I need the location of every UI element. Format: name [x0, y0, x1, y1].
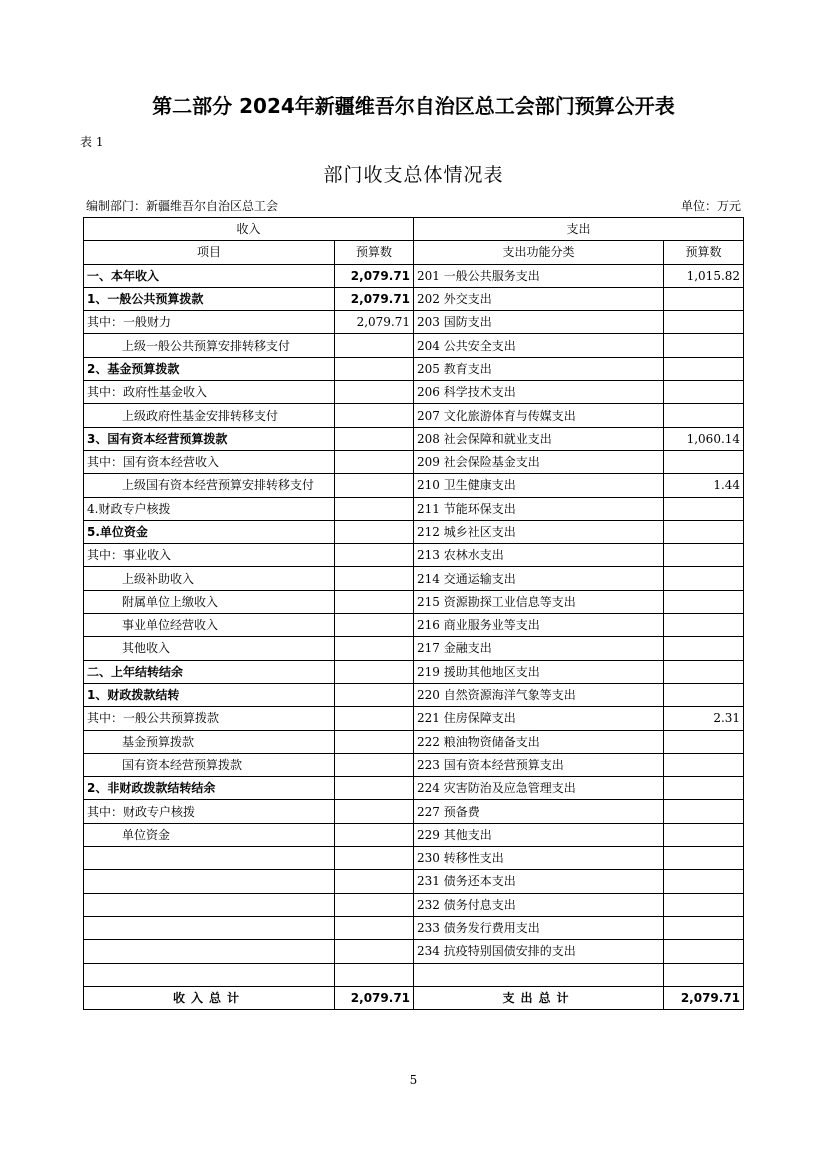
expense-function-cell: 202 外交支出 — [414, 287, 664, 310]
expense-amount-cell — [664, 357, 744, 380]
income-item-cell — [84, 893, 335, 916]
income-item-cell: 3、国有资本经营预算拨款 — [84, 427, 335, 450]
expense-function-cell: 220 自然资源海洋气象等支出 — [414, 683, 664, 706]
income-amount-cell — [335, 870, 414, 893]
expense-amount-cell — [664, 753, 744, 776]
expense-amount-cell: 1,015.82 — [664, 264, 744, 287]
table-row — [84, 474, 744, 497]
table-row — [84, 427, 744, 450]
table-row — [84, 614, 744, 637]
income-amount-cell — [335, 683, 414, 706]
function-column-header: 支出功能分类 — [414, 241, 664, 264]
expense-function-cell: 213 农林水支出 — [414, 544, 664, 567]
income-item-cell — [84, 916, 335, 939]
table-row — [84, 893, 744, 916]
income-item-cell: 2、基金预算拨款 — [84, 357, 335, 380]
table-title: 部门收支总体情况表 — [323, 164, 504, 186]
table-row — [84, 823, 744, 846]
income-amount-cell — [335, 590, 414, 613]
income-item-cell: 其他收入 — [84, 637, 335, 660]
table-row — [84, 753, 744, 776]
table-row — [84, 544, 744, 567]
compiling-department: 编制部门：新疆维吾尔自治区总工会 — [86, 199, 279, 213]
income-amount-cell: 2,079.71 — [335, 287, 414, 310]
income-item-cell: 其中：事业收入 — [84, 544, 335, 567]
expense-amount-cell — [664, 544, 744, 567]
expense-function-cell: 222 粮油物资储备支出 — [414, 730, 664, 753]
income-amount-cell — [335, 707, 414, 730]
income-amount-cell — [335, 730, 414, 753]
income-item-cell — [84, 870, 335, 893]
table-row — [84, 660, 744, 683]
income-amount-cell — [335, 427, 414, 450]
expense-function-cell — [414, 963, 664, 986]
income-item-cell: 其中：政府性基金收入 — [84, 381, 335, 404]
expense-function-cell: 205 教育支出 — [414, 357, 664, 380]
table-row — [84, 520, 744, 543]
income-item-cell: 4.财政专户核拨 — [84, 497, 335, 520]
income-amount-cell — [335, 357, 414, 380]
income-item-cell: 国有资本经营预算拨款 — [84, 753, 335, 776]
table-row — [84, 730, 744, 753]
income-group-header: 收入 — [84, 218, 414, 241]
table-row — [84, 590, 744, 613]
income-item-cell: 其中：国有资本经营收入 — [84, 450, 335, 473]
expense-function-cell: 212 城乡社区支出 — [414, 520, 664, 543]
table-row — [84, 916, 744, 939]
table-row — [84, 264, 744, 287]
expense-function-cell: 210 卫生健康支出 — [414, 474, 664, 497]
expense-function-cell: 215 资源勘探工业信息等支出 — [414, 590, 664, 613]
table-row — [84, 870, 744, 893]
table-row — [84, 683, 744, 706]
expense-amount-cell: 1.44 — [664, 474, 744, 497]
expense-amount-cell — [664, 567, 744, 590]
income-amount-cell — [335, 450, 414, 473]
income-amount-cell — [335, 753, 414, 776]
table-group-header — [84, 218, 744, 241]
budget2-column-header: 预算数 — [664, 241, 744, 264]
income-total-amount: 2,079.71 — [335, 986, 414, 1009]
expense-amount-cell — [664, 777, 744, 800]
expense-function-cell: 217 金融支出 — [414, 637, 664, 660]
expense-function-cell: 223 国有资本经营预算支出 — [414, 753, 664, 776]
income-item-cell — [84, 847, 335, 870]
income-amount-cell — [335, 520, 414, 543]
expense-amount-cell — [664, 730, 744, 753]
expense-function-cell: 230 转移性支出 — [414, 847, 664, 870]
expense-function-cell: 203 国防支出 — [414, 311, 664, 334]
expense-amount-cell — [664, 660, 744, 683]
budget-column-header: 预算数 — [335, 241, 414, 264]
income-amount-cell — [335, 614, 414, 637]
expense-amount-cell — [664, 800, 744, 823]
table-row — [84, 381, 744, 404]
expense-amount-cell — [664, 893, 744, 916]
income-amount-cell — [335, 381, 414, 404]
table-row — [84, 940, 744, 963]
income-amount-cell — [335, 847, 414, 870]
income-item-cell: 1、财政拨款结转 — [84, 683, 335, 706]
expense-amount-cell — [664, 870, 744, 893]
expense-amount-cell — [664, 637, 744, 660]
income-amount-cell — [335, 893, 414, 916]
income-amount-cell — [335, 800, 414, 823]
budget-summary-table — [83, 217, 744, 1010]
income-total-label: 收入总计 — [84, 986, 335, 1009]
income-item-cell: 其中：一般公共预算拨款 — [84, 707, 335, 730]
expense-function-cell: 234 抗疫特别国债安排的支出 — [414, 940, 664, 963]
table-body — [84, 264, 744, 986]
income-amount-cell: 2,079.71 — [335, 311, 414, 334]
table-row — [84, 707, 744, 730]
expense-amount-cell — [664, 520, 744, 543]
table-number: 表 1 — [80, 135, 104, 149]
table-row — [84, 800, 744, 823]
expense-amount-cell — [664, 450, 744, 473]
expense-function-cell: 233 债务发行费用支出 — [414, 916, 664, 939]
table-column-header — [84, 241, 744, 264]
table-row — [84, 404, 744, 427]
expense-function-cell: 216 商业服务业等支出 — [414, 614, 664, 637]
expense-amount-cell — [664, 311, 744, 334]
income-item-cell: 上级一般公共预算安排转移支付 — [84, 334, 335, 357]
income-item-cell — [84, 940, 335, 963]
income-amount-cell — [335, 497, 414, 520]
expense-group-header: 支出 — [414, 218, 744, 241]
expense-function-cell: 204 公共安全支出 — [414, 334, 664, 357]
table-row — [84, 334, 744, 357]
income-item-cell: 单位资金 — [84, 823, 335, 846]
table-row — [84, 567, 744, 590]
table-row — [84, 357, 744, 380]
expense-function-cell: 221 住房保障支出 — [414, 707, 664, 730]
expense-function-cell: 219 援助其他地区支出 — [414, 660, 664, 683]
table-row — [84, 497, 744, 520]
expense-amount-cell — [664, 287, 744, 310]
expense-function-cell: 209 社会保险基金支出 — [414, 450, 664, 473]
income-amount-cell — [335, 334, 414, 357]
expense-function-cell: 232 债务付息支出 — [414, 893, 664, 916]
income-item-cell: 1、一般公共预算拨款 — [84, 287, 335, 310]
expense-amount-cell — [664, 404, 744, 427]
income-item-cell: 二、上年结转结余 — [84, 660, 335, 683]
expense-function-cell: 214 交通运输支出 — [414, 567, 664, 590]
income-item-cell: 附属单位上缴收入 — [84, 590, 335, 613]
expense-amount-cell — [664, 940, 744, 963]
income-amount-cell — [335, 567, 414, 590]
income-amount-cell — [335, 916, 414, 939]
expense-amount-cell — [664, 823, 744, 846]
income-amount-cell — [335, 637, 414, 660]
expense-total-amount: 2,079.71 — [664, 986, 744, 1009]
income-item-cell: 上级国有资本经营预算安排转移支付 — [84, 474, 335, 497]
income-item-cell: 其中：一般财力 — [84, 311, 335, 334]
expense-amount-cell — [664, 381, 744, 404]
expense-amount-cell: 2.31 — [664, 707, 744, 730]
income-amount-cell — [335, 544, 414, 567]
unit-label: 单位：万元 — [680, 199, 741, 213]
expense-function-cell: 206 科学技术支出 — [414, 381, 664, 404]
income-amount-cell — [335, 823, 414, 846]
expense-amount-cell: 1,060.14 — [664, 427, 744, 450]
page-number: 5 — [409, 1073, 418, 1087]
expense-function-cell: 224 灾害防治及应急管理支出 — [414, 777, 664, 800]
table-row — [84, 847, 744, 870]
table-row — [84, 311, 744, 334]
income-amount-cell — [335, 404, 414, 427]
expense-amount-cell — [664, 683, 744, 706]
item-column-header: 项目 — [84, 241, 335, 264]
income-item-cell — [84, 963, 335, 986]
expense-function-cell: 229 其他支出 — [414, 823, 664, 846]
expense-amount-cell — [664, 590, 744, 613]
expense-amount-cell — [664, 847, 744, 870]
table-row — [84, 963, 744, 986]
expense-total-label: 支出总计 — [414, 986, 664, 1009]
expense-amount-cell — [664, 916, 744, 939]
income-item-cell: 事业单位经营收入 — [84, 614, 335, 637]
table-row — [84, 777, 744, 800]
table-row — [84, 637, 744, 660]
income-amount-cell — [335, 777, 414, 800]
expense-amount-cell — [664, 614, 744, 637]
table-row — [84, 450, 744, 473]
income-amount-cell — [335, 963, 414, 986]
expense-amount-cell — [664, 334, 744, 357]
income-item-cell: 一、本年收入 — [84, 264, 335, 287]
expense-function-cell: 231 债务还本支出 — [414, 870, 664, 893]
income-item-cell: 2、非财政拨款结转结余 — [84, 777, 335, 800]
income-item-cell: 5.单位资金 — [84, 520, 335, 543]
expense-function-cell: 201 一般公共服务支出 — [414, 264, 664, 287]
income-item-cell: 上级补助收入 — [84, 567, 335, 590]
table-row — [84, 287, 744, 310]
page-title: 第二部分 2024年新疆维吾尔自治区总工会部门预算公开表 — [152, 94, 675, 118]
totals-row — [84, 986, 744, 1009]
income-amount-cell: 2,079.71 — [335, 264, 414, 287]
income-item-cell: 上级政府性基金安排转移支付 — [84, 404, 335, 427]
income-amount-cell — [335, 660, 414, 683]
income-amount-cell — [335, 474, 414, 497]
expense-function-cell: 227 预备费 — [414, 800, 664, 823]
expense-amount-cell — [664, 497, 744, 520]
income-item-cell: 基金预算拨款 — [84, 730, 335, 753]
income-item-cell: 其中：财政专户核拨 — [84, 800, 335, 823]
expense-function-cell: 211 节能环保支出 — [414, 497, 664, 520]
expense-function-cell: 208 社会保障和就业支出 — [414, 427, 664, 450]
income-amount-cell — [335, 940, 414, 963]
expense-amount-cell — [664, 963, 744, 986]
expense-function-cell: 207 文化旅游体育与传媒支出 — [414, 404, 664, 427]
